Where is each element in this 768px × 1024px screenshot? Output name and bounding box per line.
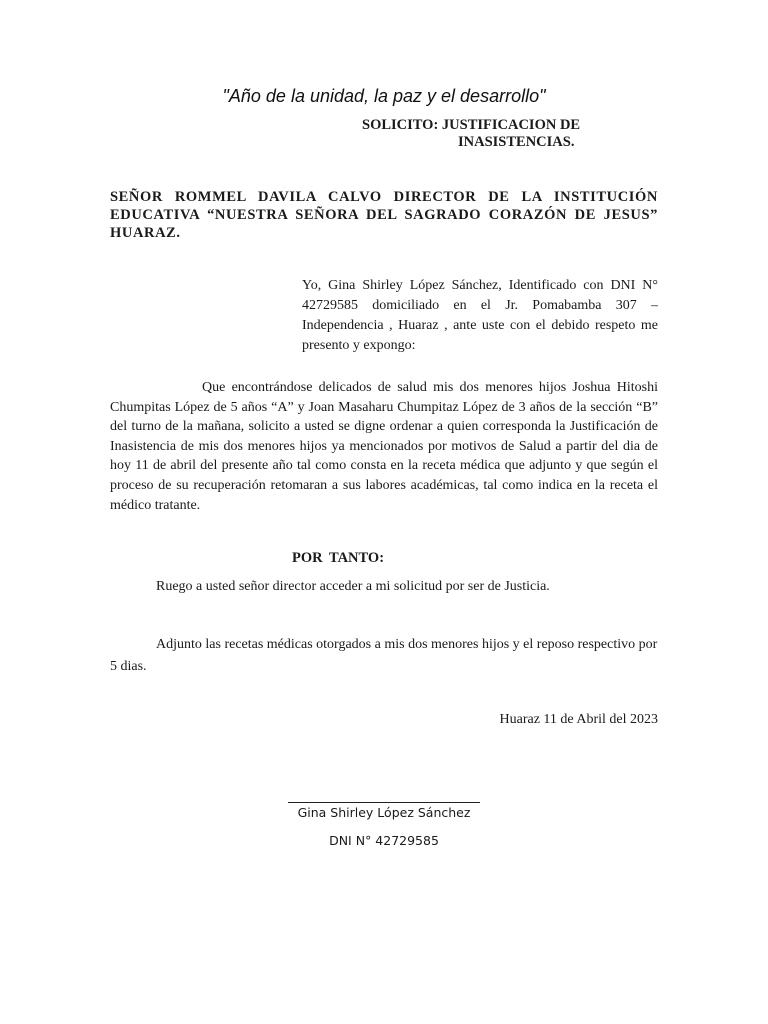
subject-block bbox=[362, 117, 662, 151]
attachment-text: Adjunto las recetas médicas otorgados a mis dos menores hijos y el reposo respectivo por 5 dias. bbox=[110, 637, 658, 674]
signature-line bbox=[288, 802, 480, 803]
intro-paragraph: Yo, Gina Shirley López Sánchez, Identificado con DNI N° 42729585 domiciliado en el Jr. Pomabamba 307 – Independencia , Huaraz , ante uste con el debido respeto me presento y expongo: bbox=[302, 278, 658, 353]
por-tanto-heading: POR TANTO: bbox=[292, 550, 385, 566]
request-paragraph: Ruego a usted señor director acceder a mi solicitud por ser de Justicia. bbox=[156, 579, 550, 594]
signature-dni: DNI N° 42729585 bbox=[329, 833, 439, 848]
addressee: SEÑOR ROMMEL DAVILA CALVO DIRECTOR DE LA INSTITUCIÓN EDUCATIVA “NUESTRA SEÑORA DEL SAGRADO CORAZÓN DE JESUS” HUARAZ. bbox=[110, 189, 658, 241]
subject-line-2: INASISTENCIAS. bbox=[458, 134, 575, 150]
body-text: Que encontrándose delicados de salud mis dos menores hijos Joshua Hitoshi Chumpitas López de 5 años “A” y Joan Masaharu Chumpitaz López de 3 años de la sección “B” del turno de la mañana, solicito a usted se digne ordenar a quien corresponda la Justificación de Inasistencia de mis dos menores hijos ya mencionados por motivos de Salud a partir del dia de hoy 11 de abril del presente año tal como consta en la receta médica que adjunto y que según el proceso de su recuperación retomaran a sus labores académicas, tal como indica en la receta el médico tratante. bbox=[110, 380, 658, 513]
attachment-paragraph bbox=[110, 634, 658, 678]
subject-line-1: SOLICITO: JUSTIFICACION DE bbox=[362, 117, 581, 133]
signature-name: Gina Shirley López Sánchez bbox=[297, 805, 471, 820]
document-motto: "Año de la unidad, la paz y el desarrollo" bbox=[222, 86, 546, 106]
body-paragraph bbox=[110, 378, 658, 515]
place-date: Huaraz 11 de Abril del 2023 bbox=[499, 712, 658, 727]
